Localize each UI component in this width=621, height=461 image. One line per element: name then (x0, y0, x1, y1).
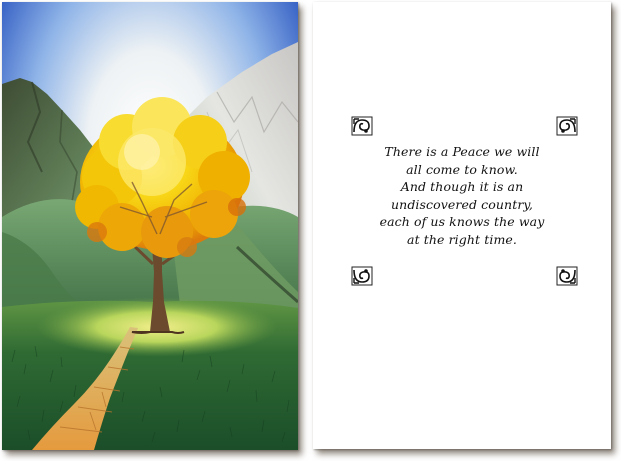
golden-tree-illustration (2, 2, 298, 450)
verse-line: all come to know. (406, 161, 518, 177)
verse-line: each of us knows the way (379, 214, 545, 230)
verse-line: There is a Peace we will (384, 144, 540, 159)
card-inside (313, 2, 611, 449)
verse-line: at the right time. (407, 231, 517, 247)
card-front (2, 2, 298, 450)
verse-line: undiscovered country, (391, 196, 533, 212)
flourish-corner-icon (351, 266, 373, 286)
flourish-corner-icon (351, 116, 373, 136)
flourish-corner-icon (556, 116, 578, 136)
flourish-corner-icon (556, 266, 578, 286)
verse-text (353, 143, 571, 249)
verse-line: And though it is an (400, 179, 524, 195)
